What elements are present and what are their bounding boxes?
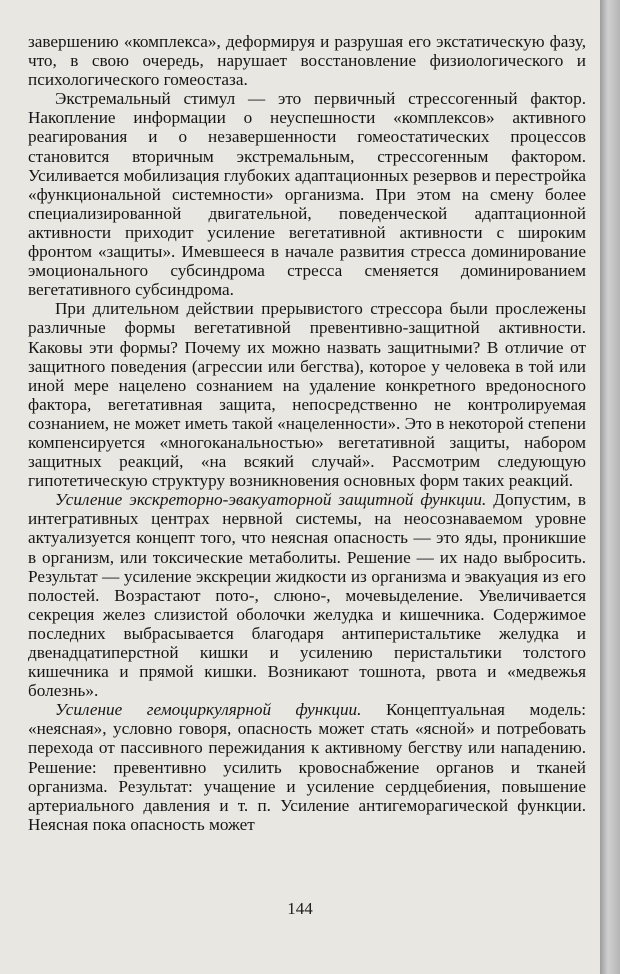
paragraph <box>28 490 586 700</box>
paragraph-text: При длительном действии прерывистого стрессора были прослежены различные формы вегетативной превентивно-защитной активности. Каковы эти формы? Почему их можно назвать защитными? В отличие от защитного поведения (агрессии или бегства), которое у человека в той или иной мере нацелено сознанием на удаление конкретного вредоносного фактора, вегетативная защита, непосредственно не контролируемая сознанием, не может иметь такой «нацеленности». Это в некоторой степени компенсируется «многоканальностью» вегетативной защиты, набором защитных реакций, «на всякий случай». Рассмотрим следующую гипотетическую структуру возникновения основных форм таких реакций. <box>28 299 586 491</box>
paragraph-text: завершению «комплекса», деформируя и разрушая его экстатическую фазу, что, в свою очередь, нарушает восстановление физиологического и психологического гомеостаза. <box>28 32 586 90</box>
page-edge <box>600 0 620 974</box>
paragraph-text: Концептуальная модель: «неясная», условно говоря, опасность может стать «ясной» и потребовать перехода от пассивного пережидания к активному бегству или нападению. Решение: превентивно усилить кровоснабжение органов и тканей организма. Результат: учащение и усиление сердцебиения, повышение артериального давления и т. п. Усиление антигеморагической функции. Неясная пока опасность может <box>28 700 587 834</box>
page-number: 144 <box>287 899 313 918</box>
italic-heading: Усиление гемоциркулярной функции. <box>55 700 362 720</box>
paragraph <box>28 299 586 490</box>
page-text <box>28 32 586 834</box>
paragraph <box>28 700 586 834</box>
paragraph-text: Экстремальный стимул — это первичный стрессогенный фактор. Накопление информации о неуспешности «комплексов» активного реагирования и о незавершенности гомеостатических процессов становится вторичным экстремальным, стрессогенным фактором. Усиливается мобилизация глубоких адаптационных резервов и перестройка «функциональной системности» организма. При этом на смену более специализированной двигательной, поведенческой адаптационной активности приходит усиление вегетативной активности с широким фронтом «защиты». Имевшееся в начале развития стресса доминирование эмоционального субсиндрома стресса сменяется доминированием вегетативного субсиндрома. <box>28 89 586 300</box>
paragraph-text: Допустим, в интегративных центрах нервной системы, на неосознаваемом уровне актуализуется концепт того, что неясная опасность — это яды, проникшие в организм, или токсические метаболиты. Решение — их надо выбросить. Результат — усиление экскреции жидкости из организма и эвакуация из его полостей. Возрастают пото-, слюно-, мочевыделение. Увеличивается секреция желез слизистой оболочки желудка и кишечника. Содержимое последних выбрасывается благодаря антиперистальтике желудка и двенадцатиперстной кишки и усилению перистальтики толстого кишечника и прямой кишки. Возникают тошнота, рвота и «медвежья болезнь». <box>28 490 586 701</box>
paragraph <box>28 89 586 299</box>
italic-heading: Усиление экскреторно-эвакуаторной защитной функции. <box>55 490 487 510</box>
paragraph <box>28 32 586 89</box>
